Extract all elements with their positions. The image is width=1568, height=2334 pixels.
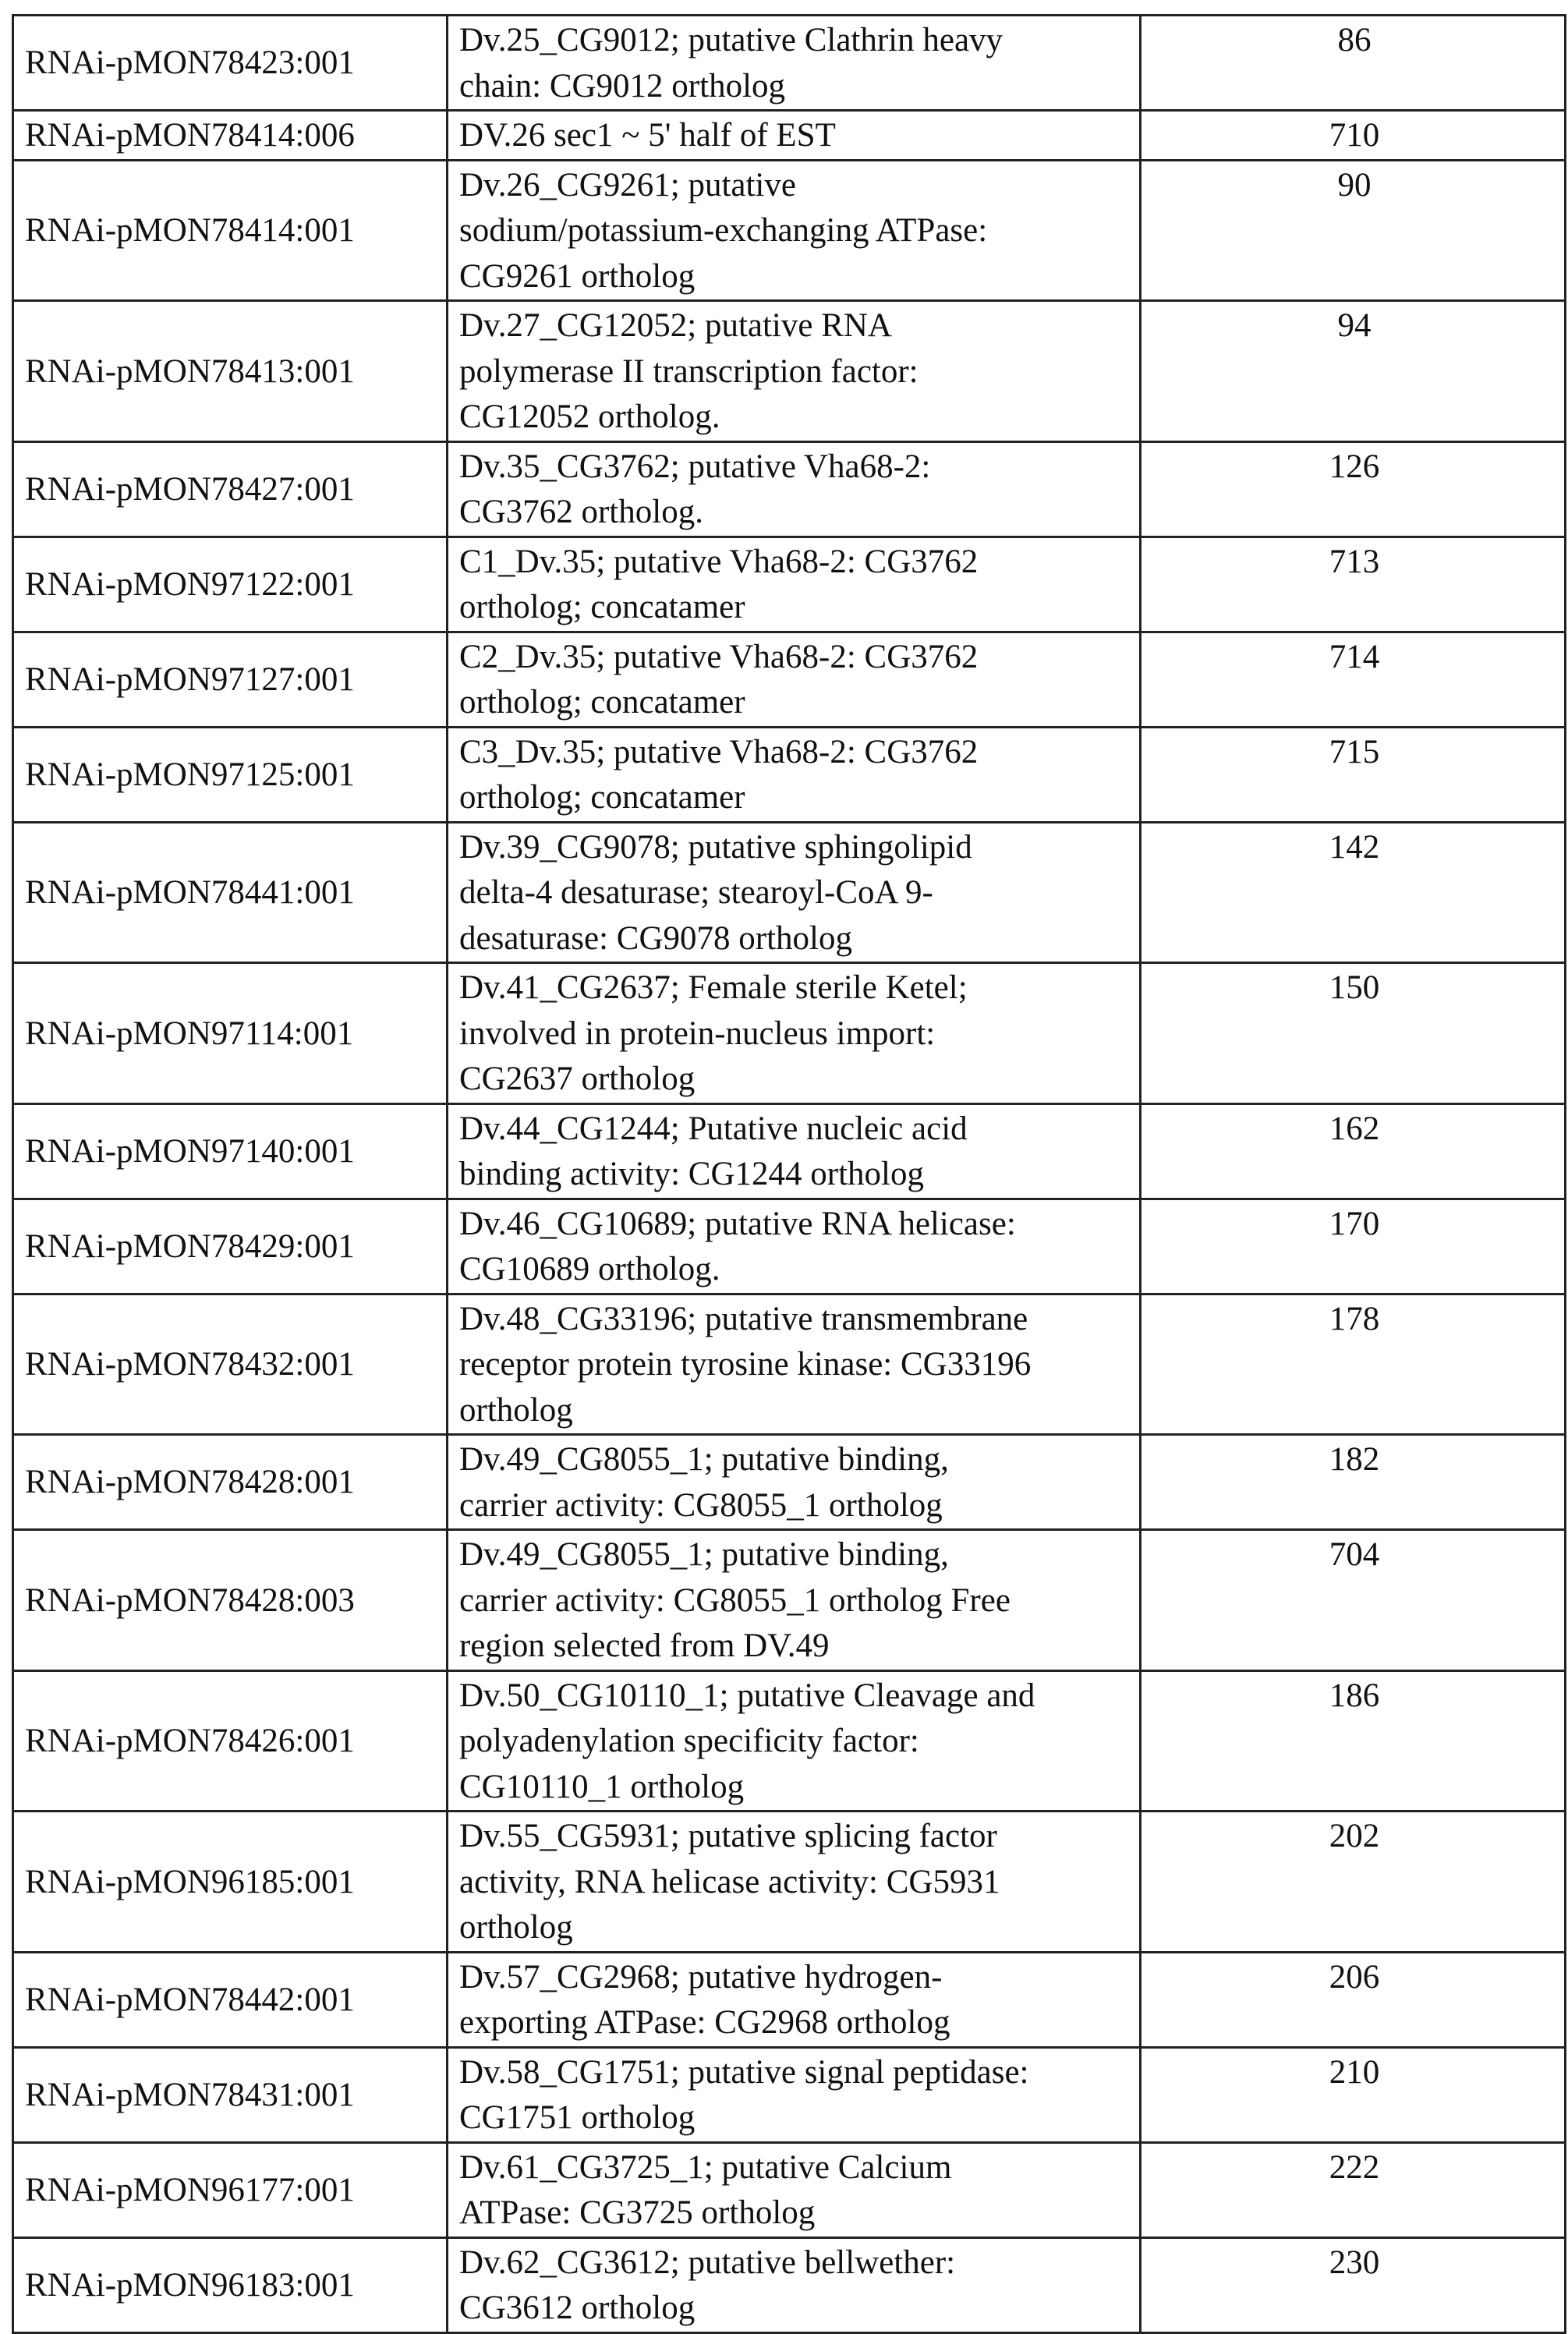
table-row <box>13 160 1566 301</box>
description-line: ortholog; concatamer <box>459 585 1131 631</box>
seq-id-cell: 178 <box>1141 1294 1566 1435</box>
description-line: Dv.48_CG33196; putative transmembrane <box>459 1297 1131 1343</box>
seq-id-cell: 94 <box>1141 301 1566 442</box>
description-line: Dv.61_CG3725_1; putative Calcium <box>459 2145 1131 2191</box>
description-cell <box>448 1670 1141 1812</box>
description-line: C2_Dv.35; putative Vha68-2: CG3762 <box>459 635 1131 681</box>
description-line: Dv.57_CG2968; putative hydrogen- <box>459 1955 1131 2001</box>
table-row <box>13 441 1566 537</box>
description-cell <box>448 537 1141 632</box>
construct-cell: RNAi-pMON97140:001 <box>13 1103 448 1199</box>
table-row <box>13 2237 1566 2332</box>
description-line: receptor protein tyrosine kinase: CG33196 <box>459 1342 1131 1388</box>
description-line: Dv.50_CG10110_1; putative Cleavage and <box>459 1673 1131 1720</box>
table-row <box>13 1812 1566 1953</box>
construct-cell: RNAi-pMON78428:001 <box>13 1435 448 1530</box>
description-cell <box>448 963 1141 1104</box>
description-line: Dv.55_CG5931; putative splicing factor <box>459 1814 1131 1860</box>
description-line: desaturase: CG9078 ortholog <box>459 916 1131 962</box>
table-row <box>13 1294 1566 1435</box>
description-cell <box>448 111 1141 161</box>
description-cell <box>448 2237 1141 2332</box>
construct-cell: RNAi-pMON78432:001 <box>13 1294 448 1435</box>
description-cell <box>448 301 1141 442</box>
description-line: Dv.49_CG8055_1; putative binding, <box>459 1532 1131 1578</box>
seq-id-cell: 126 <box>1141 441 1566 537</box>
construct-cell: RNAi-pMON78423:001 <box>13 16 448 111</box>
description-line: carrier activity: CG8055_1 ortholog Free <box>459 1578 1131 1624</box>
construct-cell: RNAi-pMON96177:001 <box>13 2142 448 2237</box>
table-row <box>13 2142 1566 2237</box>
table-row <box>13 111 1566 161</box>
description-line: delta-4 desaturase; stearoyl-CoA 9- <box>459 870 1131 916</box>
seq-id-cell: 713 <box>1141 537 1566 632</box>
construct-cell: RNAi-pMON78428:003 <box>13 1530 448 1671</box>
description-line: Dv.44_CG1244; Putative nucleic acid <box>459 1107 1131 1153</box>
description-line: CG3612 ortholog <box>459 2286 1131 2332</box>
description-line: sodium/potassium-exchanging ATPase: <box>459 208 1131 254</box>
seq-id-cell: 206 <box>1141 1952 1566 2047</box>
description-line: carrier activity: CG8055_1 ortholog <box>459 1483 1131 1529</box>
description-line: DV.26 sec1 ~ 5' half of EST <box>459 113 1131 159</box>
description-line: Dv.58_CG1751; putative signal peptidase: <box>459 2050 1131 2096</box>
description-line: Dv.26_CG9261; putative <box>459 163 1131 209</box>
description-cell <box>448 1812 1141 1953</box>
description-cell <box>448 1103 1141 1199</box>
seq-id-cell: 142 <box>1141 822 1566 963</box>
construct-cell: RNAi-pMON78426:001 <box>13 1670 448 1812</box>
seq-id-cell: 710 <box>1141 111 1566 161</box>
description-line: CG1751 ortholog <box>459 2095 1131 2141</box>
table-body <box>13 16 1566 2333</box>
table-row <box>13 1103 1566 1199</box>
description-line: CG10689 ortholog. <box>459 1247 1131 1293</box>
description-line: Dv.25_CG9012; putative Clathrin heavy <box>459 18 1131 64</box>
table-row <box>13 1199 1566 1294</box>
description-cell <box>448 1530 1141 1671</box>
description-cell <box>448 16 1141 111</box>
table-row <box>13 1952 1566 2047</box>
description-line: CG10110_1 ortholog <box>459 1765 1131 1811</box>
description-cell <box>448 1952 1141 2047</box>
description-line: Dv.62_CG3612; putative bellwether: <box>459 2240 1131 2286</box>
construct-cell: RNAi-pMON97125:001 <box>13 727 448 822</box>
table-row <box>13 963 1566 1104</box>
construct-table <box>12 14 1566 2334</box>
table-row <box>13 2047 1566 2142</box>
seq-id-cell: 222 <box>1141 2142 1566 2237</box>
description-line: C1_Dv.35; putative Vha68-2: CG3762 <box>459 540 1131 586</box>
construct-cell: RNAi-pMON78414:001 <box>13 160 448 301</box>
description-cell <box>448 1199 1141 1294</box>
description-line: ortholog; concatamer <box>459 680 1131 726</box>
description-line: ortholog <box>459 1388 1131 1434</box>
description-line: Dv.46_CG10689; putative RNA helicase: <box>459 1202 1131 1248</box>
table-row <box>13 727 1566 822</box>
description-line: Dv.27_CG12052; putative RNA <box>459 303 1131 349</box>
description-line: C3_Dv.35; putative Vha68-2: CG3762 <box>459 730 1131 776</box>
description-line: chain: CG9012 ortholog <box>459 64 1131 110</box>
description-line: Dv.39_CG9078; putative sphingolipid <box>459 825 1131 871</box>
seq-id-cell: 150 <box>1141 963 1566 1104</box>
description-line: CG3762 ortholog. <box>459 490 1131 536</box>
description-line: CG9261 ortholog <box>459 254 1131 300</box>
description-cell <box>448 822 1141 963</box>
seq-id-cell: 186 <box>1141 1670 1566 1812</box>
construct-cell: RNAi-pMON78413:001 <box>13 301 448 442</box>
description-cell <box>448 441 1141 537</box>
construct-cell: RNAi-pMON97114:001 <box>13 963 448 1104</box>
description-line: exporting ATPase: CG2968 ortholog <box>459 2000 1131 2046</box>
description-line: Dv.49_CG8055_1; putative binding, <box>459 1437 1131 1483</box>
description-line: polyadenylation specificity factor: <box>459 1719 1131 1765</box>
construct-cell: RNAi-pMON97122:001 <box>13 537 448 632</box>
description-line: CG2637 ortholog <box>459 1057 1131 1103</box>
table-row <box>13 301 1566 442</box>
seq-id-cell: 230 <box>1141 2237 1566 2332</box>
seq-id-cell: 182 <box>1141 1435 1566 1530</box>
seq-id-cell: 162 <box>1141 1103 1566 1199</box>
description-line: polymerase II transcription factor: <box>459 349 1131 395</box>
description-line: involved in protein-nucleus import: <box>459 1011 1131 1057</box>
construct-cell: RNAi-pMON96185:001 <box>13 1812 448 1953</box>
seq-id-cell: 715 <box>1141 727 1566 822</box>
description-cell <box>448 727 1141 822</box>
table-row <box>13 822 1566 963</box>
seq-id-cell: 90 <box>1141 160 1566 301</box>
description-cell <box>448 1294 1141 1435</box>
construct-cell: RNAi-pMON78427:001 <box>13 441 448 537</box>
description-line: CG12052 ortholog. <box>459 395 1131 441</box>
table-row <box>13 632 1566 727</box>
table-row <box>13 1435 1566 1530</box>
description-line: ATPase: CG3725 ortholog <box>459 2191 1131 2237</box>
description-line: activity, RNA helicase activity: CG5931 <box>459 1860 1131 1906</box>
description-cell <box>448 632 1141 727</box>
seq-id-cell: 704 <box>1141 1530 1566 1671</box>
table-row <box>13 16 1566 111</box>
description-line: ortholog; concatamer <box>459 775 1131 821</box>
table-row <box>13 1670 1566 1812</box>
description-line: Dv.41_CG2637; Female sterile Ketel; <box>459 965 1131 1011</box>
description-line: ortholog <box>459 1905 1131 1951</box>
construct-cell: RNAi-pMON96183:001 <box>13 2237 448 2332</box>
construct-cell: RNAi-pMON78441:001 <box>13 822 448 963</box>
description-cell <box>448 2142 1141 2237</box>
description-cell <box>448 1435 1141 1530</box>
construct-cell: RNAi-pMON78414:006 <box>13 111 448 161</box>
description-cell <box>448 160 1141 301</box>
table-row <box>13 537 1566 632</box>
construct-cell: RNAi-pMON97127:001 <box>13 632 448 727</box>
description-line: region selected from DV.49 <box>459 1624 1131 1670</box>
description-cell <box>448 2047 1141 2142</box>
construct-cell: RNAi-pMON78431:001 <box>13 2047 448 2142</box>
description-line: binding activity: CG1244 ortholog <box>459 1152 1131 1198</box>
seq-id-cell: 202 <box>1141 1812 1566 1953</box>
construct-cell: RNAi-pMON78442:001 <box>13 1952 448 2047</box>
construct-cell: RNAi-pMON78429:001 <box>13 1199 448 1294</box>
seq-id-cell: 86 <box>1141 16 1566 111</box>
seq-id-cell: 210 <box>1141 2047 1566 2142</box>
seq-id-cell: 714 <box>1141 632 1566 727</box>
description-line: Dv.35_CG3762; putative Vha68-2: <box>459 444 1131 491</box>
seq-id-cell: 170 <box>1141 1199 1566 1294</box>
table-row <box>13 1530 1566 1671</box>
